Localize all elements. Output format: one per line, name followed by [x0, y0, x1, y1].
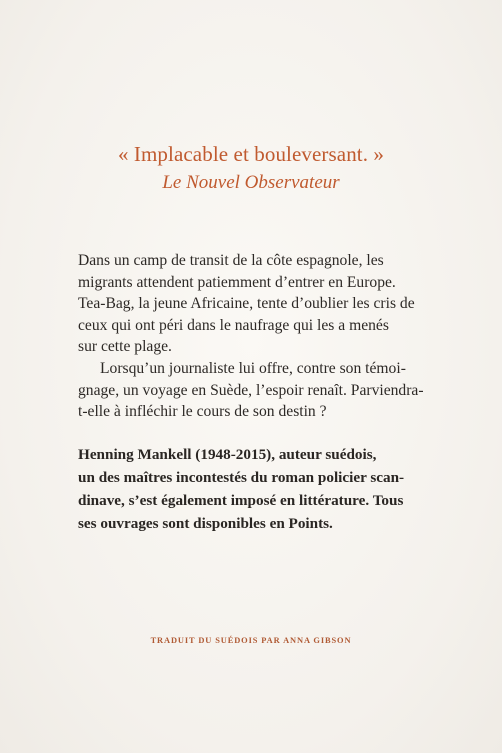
synopsis-line: gnage, un voyage en Suède, l’espoir renaît. Parviendra-: [78, 381, 424, 399]
synopsis-line: t-elle à infléchir le cours de son destin ?: [78, 403, 327, 421]
author-bio-line: Henning Mankell (1948-2015), auteur suédois,: [78, 446, 377, 463]
synopsis-line: ceux qui ont péri dans le naufrage qui les a menés: [78, 316, 389, 334]
press-quote: [0, 140, 502, 196]
synopsis-line: Lorsqu’un journaliste lui offre, contre son témoi-: [100, 359, 406, 377]
synopsis: [78, 250, 454, 423]
synopsis-line: migrants attendent patiemment d’entrer en Europe.: [78, 273, 396, 291]
author-bio-line: ses ouvrages sont disponibles en Points.: [78, 515, 333, 532]
synopsis-line: Dans un camp de transit de la côte espagnole, les: [78, 252, 384, 269]
synopsis-line: sur cette plage.: [78, 338, 172, 356]
quote-text: « Implacable et bouleversant. »: [117, 142, 385, 166]
author-bio: [78, 443, 454, 535]
author-bio-line: un des maîtres incontestés du roman policier scan-: [78, 469, 405, 486]
synopsis-line: Tea-Bag, la jeune Africaine, tente d’oublier les cris de: [78, 295, 415, 313]
quote-source: Le Nouvel Observateur: [162, 172, 340, 193]
author-bio-line: dinave, s’est également imposé en littérature. Tous: [78, 492, 404, 509]
translator-credit: TRADUIT DU SUÉDOIS PAR ANNA GIBSON: [150, 636, 352, 645]
